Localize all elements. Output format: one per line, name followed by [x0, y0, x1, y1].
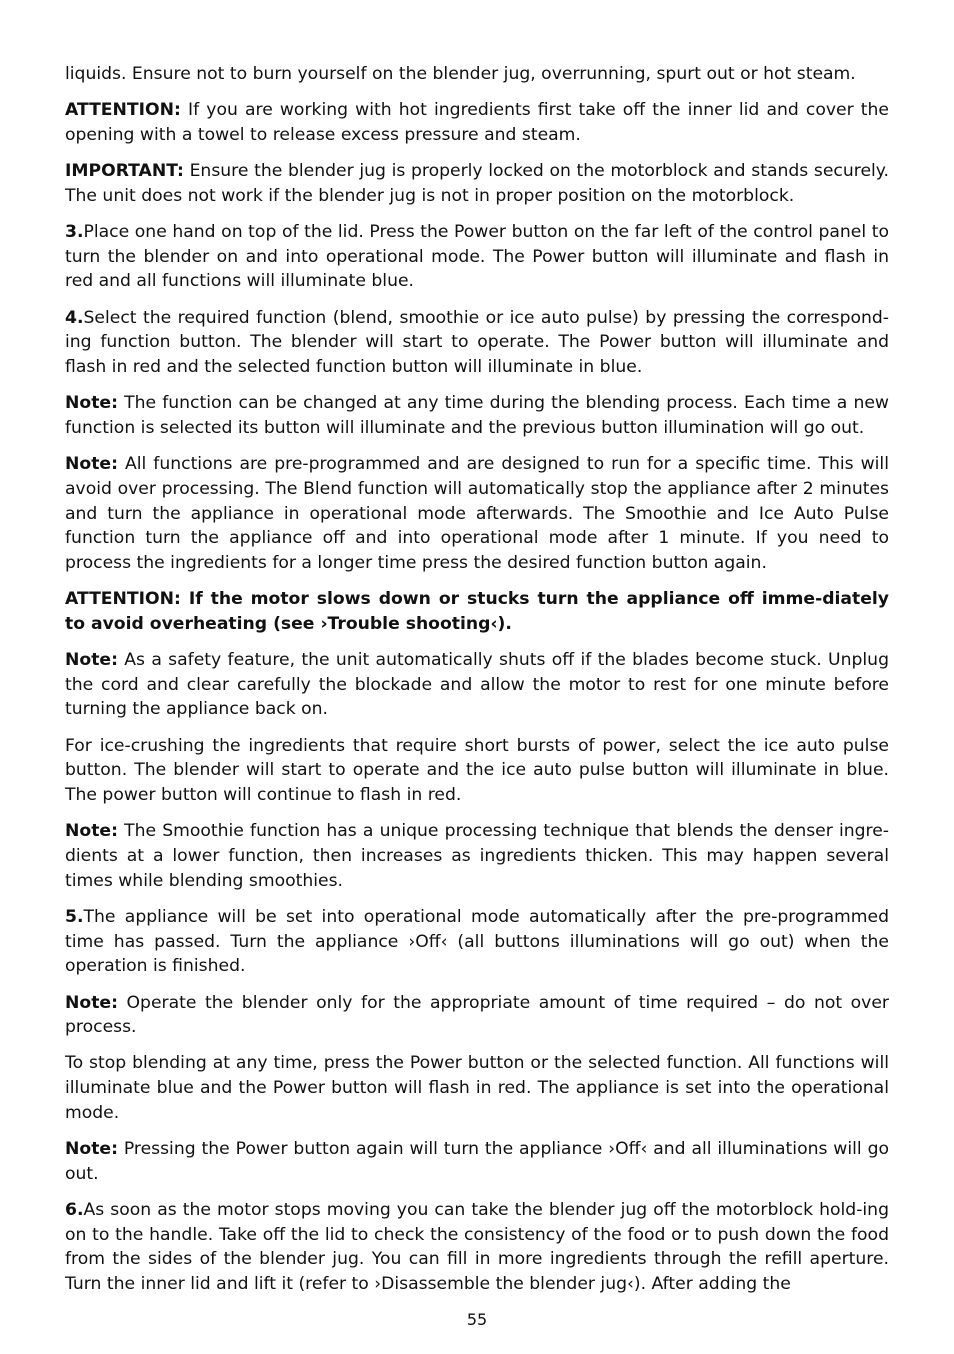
step-5-paragraph — [65, 905, 889, 979]
paragraph-continuation — [65, 62, 889, 87]
note-label: Note: — [65, 1139, 118, 1160]
important-label: IMPORTANT: — [65, 161, 184, 182]
paragraph-text: If the motor slows down or stucks turn the appliance off imme-diately to avoid overheating (see ›Trouble shooting‹). — [65, 589, 889, 634]
step-number: 6. — [65, 1199, 84, 1220]
note-label: Note: — [65, 454, 118, 475]
step-4-paragraph — [65, 306, 889, 380]
step-number: 5. — [65, 906, 84, 927]
step-6-paragraph — [65, 1198, 889, 1297]
note-label: Note: — [65, 992, 118, 1013]
paragraph-text: Ensure the blender jug is properly locked on the motorblock and stands securely. The unit does not work if the blender jug is not in proper position on the motorblock. — [65, 161, 889, 206]
paragraph-text: To stop blending at any time, press the Power button or the selected function. All functions will illuminate blue and the Power button will flash in red. The appliance is set into the operational mode. — [65, 1053, 889, 1123]
note-paragraph — [65, 648, 889, 722]
paragraph-text: Select the required function (blend, smoothie or ice auto pulse) by pressing the correspond-ing function button. The blender will start to operate. The Power button will illuminate and flash in red and the selected function button will illuminate in blue. — [65, 307, 889, 378]
paragraph-text: The function can be changed at any time during the blending process. Each time a new function is selected its button will illuminate and the previous button illumination will go out. — [65, 393, 889, 438]
paragraph-text: Place one hand on top of the lid. Press the Power button on the far left of the control panel to turn the blender on and into operational mode. The Power button will illuminate and flash in red and all functions will illuminate blue. — [65, 222, 889, 292]
step-3-paragraph — [65, 220, 889, 294]
paragraph-text: Operate the blender only for the appropriate amount of time required – do not over process. — [65, 992, 889, 1038]
note-label: Note: — [65, 393, 118, 414]
paragraph-text: As soon as the motor stops moving you can take the blender jug off the motorblock hold-ing on to the handle. Take off the lid to check the consistency of the food or to push down the food from the sides of the blender jug. You can fill in more ingredients through the refill aperture. Turn the inner lid and lift it (refer to ›Disassemble the blender jug‹). After adding the — [65, 1199, 889, 1295]
note-paragraph — [65, 991, 889, 1040]
paragraph-text: The appliance will be set into operational mode automatically after the pre-programmed time has passed. Turn the appliance ›Off‹ (all buttons illuminations will go out) when the operation is finished. — [65, 906, 889, 977]
paragraph-text: All functions are pre-programmed and are designed to run for a specific time. This will avoid over processing. The Blend function will automatically stop the appliance after 2 minutes and turn the appliance in operational mode afterwards. The Smoothie and Ice Auto Pulse function turn the appliance off and into operational mode after 1 minute. If you need to process the ingredients for a longer time press the desired function button again. — [65, 454, 889, 573]
paragraph-text: The Smoothie function has a unique processing technique that blends the denser ingre-dients at a lower function, then increases as ingredients thicken. This may happen several times while blending smoothies. — [65, 821, 889, 891]
paragraph-text: If you are working with hot ingredients first take off the inner lid and cover the opening with a towel to release excess pressure and steam. — [65, 100, 889, 145]
important-paragraph — [65, 159, 889, 208]
attention-label: ATTENTION: — [65, 589, 181, 610]
attention-paragraph — [65, 98, 889, 147]
note-paragraph — [65, 452, 889, 576]
ice-crushing-paragraph — [65, 734, 889, 808]
stop-blending-paragraph — [65, 1051, 889, 1125]
paragraph-text: liquids. Ensure not to burn yourself on the blender jug, overrunning, spurt out or hot steam. — [65, 64, 856, 84]
note-paragraph — [65, 391, 889, 440]
attention-label: ATTENTION: — [65, 100, 181, 121]
note-paragraph — [65, 819, 889, 893]
note-paragraph — [65, 1137, 889, 1186]
step-number: 4. — [65, 307, 84, 328]
page-number: 55 — [466, 1310, 488, 1329]
note-label: Note: — [65, 821, 118, 842]
paragraph-text: As a safety feature, the unit automatically shuts off if the blades become stuck. Unplug the cord and clear carefully the blockade and allow the motor to rest for one minute before turning the appliance back on. — [65, 650, 889, 720]
paragraph-text: Pressing the Power button again will turn the appliance ›Off‹ and all illuminations will go out. — [65, 1139, 889, 1184]
attention-paragraph-bold — [65, 587, 889, 636]
step-number: 3. — [65, 222, 84, 243]
paragraph-text: For ice-crushing the ingredients that require short bursts of power, select the ice auto pulse button. The blender will start to operate and the ice auto pulse button will illuminate in blue. The power button will continue to flash in red. — [65, 735, 889, 806]
document-body — [65, 62, 889, 1308]
note-label: Note: — [65, 650, 118, 671]
